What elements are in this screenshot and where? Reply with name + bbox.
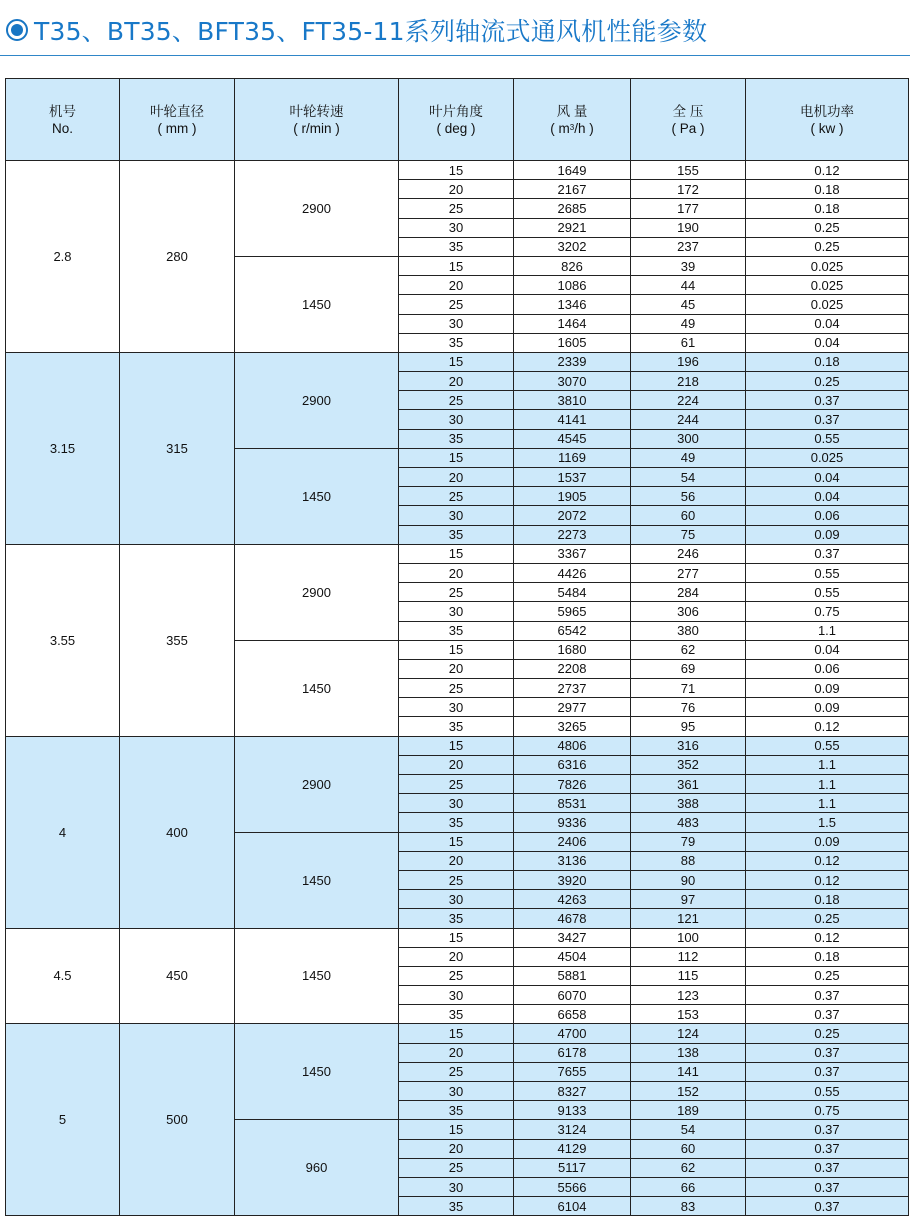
cell-power: 0.06 bbox=[746, 659, 909, 678]
cell-power: 0.04 bbox=[746, 487, 909, 506]
cell-angle: 20 bbox=[399, 851, 514, 870]
cell-angle: 35 bbox=[399, 1197, 514, 1216]
cell-power: 0.25 bbox=[746, 909, 909, 928]
cell-angle: 15 bbox=[399, 352, 514, 371]
cell-diameter: 280 bbox=[120, 161, 235, 353]
cell-pressure: 54 bbox=[631, 1120, 746, 1139]
cell-angle: 15 bbox=[399, 640, 514, 659]
table-row bbox=[6, 736, 909, 755]
cell-pressure: 95 bbox=[631, 717, 746, 736]
cell-flow: 5566 bbox=[514, 1177, 631, 1196]
cell-flow: 4263 bbox=[514, 890, 631, 909]
cell-angle: 35 bbox=[399, 237, 514, 256]
cell-speed: 2900 bbox=[235, 161, 399, 257]
cell-angle: 20 bbox=[399, 947, 514, 966]
cell-flow: 6542 bbox=[514, 621, 631, 640]
cell-flow: 6070 bbox=[514, 986, 631, 1005]
cell-power: 0.37 bbox=[746, 1158, 909, 1177]
cell-power: 0.55 bbox=[746, 1082, 909, 1101]
cell-angle: 15 bbox=[399, 1024, 514, 1043]
cell-angle: 20 bbox=[399, 276, 514, 295]
cell-pressure: 172 bbox=[631, 180, 746, 199]
cell-flow: 4545 bbox=[514, 429, 631, 448]
cell-pressure: 69 bbox=[631, 659, 746, 678]
header-angle: 叶片角度 ( deg ) bbox=[399, 79, 514, 161]
cell-angle: 30 bbox=[399, 890, 514, 909]
cell-power: 0.37 bbox=[746, 1120, 909, 1139]
cell-pressure: 361 bbox=[631, 775, 746, 794]
table-row bbox=[6, 544, 909, 563]
cell-angle: 25 bbox=[399, 679, 514, 698]
table-row bbox=[6, 161, 909, 180]
cell-speed: 960 bbox=[235, 1120, 399, 1216]
cell-power: 0.37 bbox=[746, 410, 909, 429]
cell-flow: 9133 bbox=[514, 1101, 631, 1120]
page-title bbox=[6, 14, 707, 46]
cell-angle: 20 bbox=[399, 180, 514, 199]
bullet-icon bbox=[6, 19, 28, 41]
cell-angle: 30 bbox=[399, 1177, 514, 1196]
cell-flow: 1537 bbox=[514, 468, 631, 487]
cell-no: 4.5 bbox=[6, 928, 120, 1024]
cell-pressure: 190 bbox=[631, 218, 746, 237]
cell-flow: 826 bbox=[514, 256, 631, 275]
cell-pressure: 306 bbox=[631, 602, 746, 621]
cell-no: 3.55 bbox=[6, 544, 120, 736]
cell-pressure: 88 bbox=[631, 851, 746, 870]
cell-flow: 5881 bbox=[514, 966, 631, 985]
cell-speed: 1450 bbox=[235, 640, 399, 736]
cell-angle: 25 bbox=[399, 870, 514, 889]
cell-pressure: 112 bbox=[631, 947, 746, 966]
cell-flow: 2737 bbox=[514, 679, 631, 698]
cell-flow: 6316 bbox=[514, 755, 631, 774]
cell-angle: 20 bbox=[399, 1043, 514, 1062]
cell-angle: 15 bbox=[399, 161, 514, 180]
cell-pressure: 177 bbox=[631, 199, 746, 218]
cell-power: 0.12 bbox=[746, 870, 909, 889]
cell-no: 4 bbox=[6, 736, 120, 928]
cell-pressure: 45 bbox=[631, 295, 746, 314]
cell-speed: 2900 bbox=[235, 352, 399, 448]
cell-flow: 5117 bbox=[514, 1158, 631, 1177]
cell-angle: 30 bbox=[399, 410, 514, 429]
cell-pressure: 60 bbox=[631, 506, 746, 525]
cell-flow: 3427 bbox=[514, 928, 631, 947]
cell-flow: 3920 bbox=[514, 870, 631, 889]
cell-flow: 1464 bbox=[514, 314, 631, 333]
cell-pressure: 39 bbox=[631, 256, 746, 275]
cell-power: 1.1 bbox=[746, 775, 909, 794]
cell-angle: 25 bbox=[399, 1062, 514, 1081]
cell-flow: 7655 bbox=[514, 1062, 631, 1081]
cell-flow: 2977 bbox=[514, 698, 631, 717]
header-no: 机号 No. bbox=[6, 79, 120, 161]
cell-power: 0.37 bbox=[746, 986, 909, 1005]
cell-pressure: 54 bbox=[631, 468, 746, 487]
cell-flow: 1680 bbox=[514, 640, 631, 659]
cell-no: 2.8 bbox=[6, 161, 120, 353]
cell-power: 0.75 bbox=[746, 1101, 909, 1120]
cell-pressure: 83 bbox=[631, 1197, 746, 1216]
cell-flow: 1649 bbox=[514, 161, 631, 180]
cell-flow: 7826 bbox=[514, 775, 631, 794]
cell-angle: 15 bbox=[399, 256, 514, 275]
cell-angle: 35 bbox=[399, 813, 514, 832]
cell-pressure: 277 bbox=[631, 563, 746, 582]
cell-angle: 20 bbox=[399, 372, 514, 391]
cell-power: 0.04 bbox=[746, 314, 909, 333]
cell-flow: 3810 bbox=[514, 391, 631, 410]
cell-pressure: 124 bbox=[631, 1024, 746, 1043]
cell-pressure: 66 bbox=[631, 1177, 746, 1196]
cell-flow: 4504 bbox=[514, 947, 631, 966]
cell-angle: 35 bbox=[399, 717, 514, 736]
cell-flow: 6104 bbox=[514, 1197, 631, 1216]
cell-power: 0.025 bbox=[746, 256, 909, 275]
cell-flow: 1605 bbox=[514, 333, 631, 352]
cell-pressure: 62 bbox=[631, 640, 746, 659]
cell-angle: 30 bbox=[399, 314, 514, 333]
table-body bbox=[6, 161, 909, 1216]
cell-speed: 2900 bbox=[235, 544, 399, 640]
cell-angle: 15 bbox=[399, 736, 514, 755]
cell-flow: 3070 bbox=[514, 372, 631, 391]
cell-flow: 5965 bbox=[514, 602, 631, 621]
cell-pressure: 380 bbox=[631, 621, 746, 640]
cell-flow: 6178 bbox=[514, 1043, 631, 1062]
cell-pressure: 153 bbox=[631, 1005, 746, 1024]
cell-flow: 3367 bbox=[514, 544, 631, 563]
cell-pressure: 115 bbox=[631, 966, 746, 985]
cell-power: 0.25 bbox=[746, 966, 909, 985]
cell-flow: 2273 bbox=[514, 525, 631, 544]
cell-flow: 1086 bbox=[514, 276, 631, 295]
cell-pressure: 56 bbox=[631, 487, 746, 506]
cell-flow: 3265 bbox=[514, 717, 631, 736]
cell-power: 0.37 bbox=[746, 1197, 909, 1216]
cell-angle: 30 bbox=[399, 698, 514, 717]
cell-angle: 35 bbox=[399, 909, 514, 928]
cell-power: 0.04 bbox=[746, 640, 909, 659]
cell-power: 0.12 bbox=[746, 717, 909, 736]
header-pressure: 全 压 ( Pa ) bbox=[631, 79, 746, 161]
cell-angle: 15 bbox=[399, 544, 514, 563]
cell-angle: 20 bbox=[399, 468, 514, 487]
cell-flow: 5484 bbox=[514, 583, 631, 602]
cell-flow: 3124 bbox=[514, 1120, 631, 1139]
cell-power: 1.5 bbox=[746, 813, 909, 832]
cell-power: 1.1 bbox=[746, 621, 909, 640]
cell-angle: 25 bbox=[399, 1158, 514, 1177]
cell-angle: 15 bbox=[399, 448, 514, 467]
cell-power: 0.18 bbox=[746, 180, 909, 199]
cell-power: 0.25 bbox=[746, 372, 909, 391]
cell-angle: 30 bbox=[399, 1082, 514, 1101]
cell-flow: 9336 bbox=[514, 813, 631, 832]
cell-pressure: 246 bbox=[631, 544, 746, 563]
cell-pressure: 189 bbox=[631, 1101, 746, 1120]
cell-flow: 2406 bbox=[514, 832, 631, 851]
cell-power: 0.09 bbox=[746, 679, 909, 698]
cell-power: 0.18 bbox=[746, 352, 909, 371]
header-flow: 风 量 ( $m^3/h$ ) bbox=[514, 79, 631, 161]
cell-pressure: 71 bbox=[631, 679, 746, 698]
cell-power: 0.37 bbox=[746, 391, 909, 410]
cell-pressure: 123 bbox=[631, 986, 746, 1005]
cell-pressure: 316 bbox=[631, 736, 746, 755]
cell-power: 0.55 bbox=[746, 429, 909, 448]
cell-angle: 15 bbox=[399, 928, 514, 947]
cell-power: 1.1 bbox=[746, 755, 909, 774]
cell-speed: 1450 bbox=[235, 1024, 399, 1120]
cell-diameter: 450 bbox=[120, 928, 235, 1024]
cell-pressure: 100 bbox=[631, 928, 746, 947]
cell-pressure: 224 bbox=[631, 391, 746, 410]
cell-power: 0.37 bbox=[746, 1062, 909, 1081]
cell-pressure: 138 bbox=[631, 1043, 746, 1062]
header-diameter: 叶轮直径 ( mm ) bbox=[120, 79, 235, 161]
cell-flow: 8531 bbox=[514, 794, 631, 813]
cell-angle: 30 bbox=[399, 506, 514, 525]
cell-power: 0.37 bbox=[746, 1005, 909, 1024]
cell-angle: 15 bbox=[399, 832, 514, 851]
cell-pressure: 388 bbox=[631, 794, 746, 813]
cell-pressure: 237 bbox=[631, 237, 746, 256]
cell-flow: 4141 bbox=[514, 410, 631, 429]
cell-flow: 2208 bbox=[514, 659, 631, 678]
cell-power: 0.12 bbox=[746, 161, 909, 180]
performance-table bbox=[5, 78, 909, 1216]
cell-angle: 25 bbox=[399, 199, 514, 218]
cell-power: 0.025 bbox=[746, 448, 909, 467]
cell-diameter: 315 bbox=[120, 352, 235, 544]
cell-power: 0.25 bbox=[746, 1024, 909, 1043]
cell-power: 0.18 bbox=[746, 890, 909, 909]
cell-angle: 25 bbox=[399, 487, 514, 506]
cell-power: 0.12 bbox=[746, 851, 909, 870]
cell-pressure: 90 bbox=[631, 870, 746, 889]
cell-speed: 1450 bbox=[235, 448, 399, 544]
header-power: 电机功率 ( kw ) bbox=[746, 79, 909, 161]
cell-angle: 25 bbox=[399, 391, 514, 410]
cell-flow: 2685 bbox=[514, 199, 631, 218]
cell-flow: 1905 bbox=[514, 487, 631, 506]
cell-flow: 2921 bbox=[514, 218, 631, 237]
cell-flow: 4806 bbox=[514, 736, 631, 755]
cell-power: 0.04 bbox=[746, 333, 909, 352]
cell-pressure: 75 bbox=[631, 525, 746, 544]
cell-angle: 35 bbox=[399, 429, 514, 448]
cell-diameter: 355 bbox=[120, 544, 235, 736]
cell-angle: 25 bbox=[399, 295, 514, 314]
cell-flow: 2167 bbox=[514, 180, 631, 199]
cell-power: 0.18 bbox=[746, 199, 909, 218]
cell-power: 0.75 bbox=[746, 602, 909, 621]
cell-flow: 2339 bbox=[514, 352, 631, 371]
cell-angle: 25 bbox=[399, 966, 514, 985]
cell-power: 0.09 bbox=[746, 525, 909, 544]
cell-pressure: 62 bbox=[631, 1158, 746, 1177]
cell-flow: 3136 bbox=[514, 851, 631, 870]
cell-pressure: 49 bbox=[631, 448, 746, 467]
cell-angle: 20 bbox=[399, 563, 514, 582]
cell-pressure: 152 bbox=[631, 1082, 746, 1101]
cell-power: 0.25 bbox=[746, 237, 909, 256]
cell-power: 0.25 bbox=[746, 218, 909, 237]
cell-flow: 6658 bbox=[514, 1005, 631, 1024]
cell-power: 0.37 bbox=[746, 1177, 909, 1196]
cell-angle: 35 bbox=[399, 333, 514, 352]
cell-flow: 1169 bbox=[514, 448, 631, 467]
cell-diameter: 500 bbox=[120, 1024, 235, 1216]
cell-power: 0.55 bbox=[746, 583, 909, 602]
cell-power: 0.37 bbox=[746, 1139, 909, 1158]
cell-flow: 4426 bbox=[514, 563, 631, 582]
cell-pressure: 76 bbox=[631, 698, 746, 717]
cell-angle: 20 bbox=[399, 659, 514, 678]
cell-pressure: 300 bbox=[631, 429, 746, 448]
cell-angle: 25 bbox=[399, 583, 514, 602]
cell-power: 0.18 bbox=[746, 947, 909, 966]
cell-pressure: 284 bbox=[631, 583, 746, 602]
cell-flow: 4129 bbox=[514, 1139, 631, 1158]
cell-power: 0.37 bbox=[746, 544, 909, 563]
cell-angle: 15 bbox=[399, 1120, 514, 1139]
title-divider bbox=[0, 55, 910, 56]
cell-flow: 4678 bbox=[514, 909, 631, 928]
cell-flow: 4700 bbox=[514, 1024, 631, 1043]
cell-speed: 1450 bbox=[235, 256, 399, 352]
cell-diameter: 400 bbox=[120, 736, 235, 928]
cell-angle: 30 bbox=[399, 794, 514, 813]
cell-pressure: 61 bbox=[631, 333, 746, 352]
cell-angle: 20 bbox=[399, 755, 514, 774]
cell-flow: 3202 bbox=[514, 237, 631, 256]
cell-angle: 35 bbox=[399, 1005, 514, 1024]
cell-speed: 1450 bbox=[235, 928, 399, 1024]
cell-pressure: 79 bbox=[631, 832, 746, 851]
cell-pressure: 44 bbox=[631, 276, 746, 295]
cell-pressure: 218 bbox=[631, 372, 746, 391]
cell-pressure: 49 bbox=[631, 314, 746, 333]
cell-no: 3.15 bbox=[6, 352, 120, 544]
cell-power: 0.025 bbox=[746, 276, 909, 295]
title-text: T35、BT35、BFT35、FT35-11系列轴流式通风机性能参数 bbox=[34, 17, 708, 46]
cell-flow: 8327 bbox=[514, 1082, 631, 1101]
cell-angle: 35 bbox=[399, 1101, 514, 1120]
header-row bbox=[6, 79, 909, 161]
cell-power: 0.09 bbox=[746, 698, 909, 717]
cell-power: 0.55 bbox=[746, 736, 909, 755]
cell-flow: 2072 bbox=[514, 506, 631, 525]
cell-power: 0.09 bbox=[746, 832, 909, 851]
cell-pressure: 352 bbox=[631, 755, 746, 774]
cell-power: 0.55 bbox=[746, 563, 909, 582]
table-row bbox=[6, 928, 909, 947]
cell-power: 0.06 bbox=[746, 506, 909, 525]
cell-angle: 25 bbox=[399, 775, 514, 794]
cell-angle: 35 bbox=[399, 525, 514, 544]
cell-angle: 30 bbox=[399, 602, 514, 621]
cell-power: 0.37 bbox=[746, 1043, 909, 1062]
cell-pressure: 244 bbox=[631, 410, 746, 429]
cell-pressure: 97 bbox=[631, 890, 746, 909]
cell-speed: 1450 bbox=[235, 832, 399, 928]
cell-pressure: 60 bbox=[631, 1139, 746, 1158]
cell-angle: 30 bbox=[399, 218, 514, 237]
cell-angle: 20 bbox=[399, 1139, 514, 1158]
cell-pressure: 155 bbox=[631, 161, 746, 180]
cell-angle: 30 bbox=[399, 986, 514, 1005]
table-row bbox=[6, 352, 909, 371]
cell-no: 5 bbox=[6, 1024, 120, 1216]
header-speed: 叶轮转速 ( r/min ) bbox=[235, 79, 399, 161]
cell-power: 1.1 bbox=[746, 794, 909, 813]
cell-pressure: 483 bbox=[631, 813, 746, 832]
cell-flow: 1346 bbox=[514, 295, 631, 314]
cell-pressure: 141 bbox=[631, 1062, 746, 1081]
cell-power: 0.04 bbox=[746, 468, 909, 487]
cell-pressure: 196 bbox=[631, 352, 746, 371]
cell-speed: 2900 bbox=[235, 736, 399, 832]
table-row bbox=[6, 1024, 909, 1043]
cell-power: 0.12 bbox=[746, 928, 909, 947]
cell-pressure: 121 bbox=[631, 909, 746, 928]
cell-angle: 35 bbox=[399, 621, 514, 640]
cell-power: 0.025 bbox=[746, 295, 909, 314]
